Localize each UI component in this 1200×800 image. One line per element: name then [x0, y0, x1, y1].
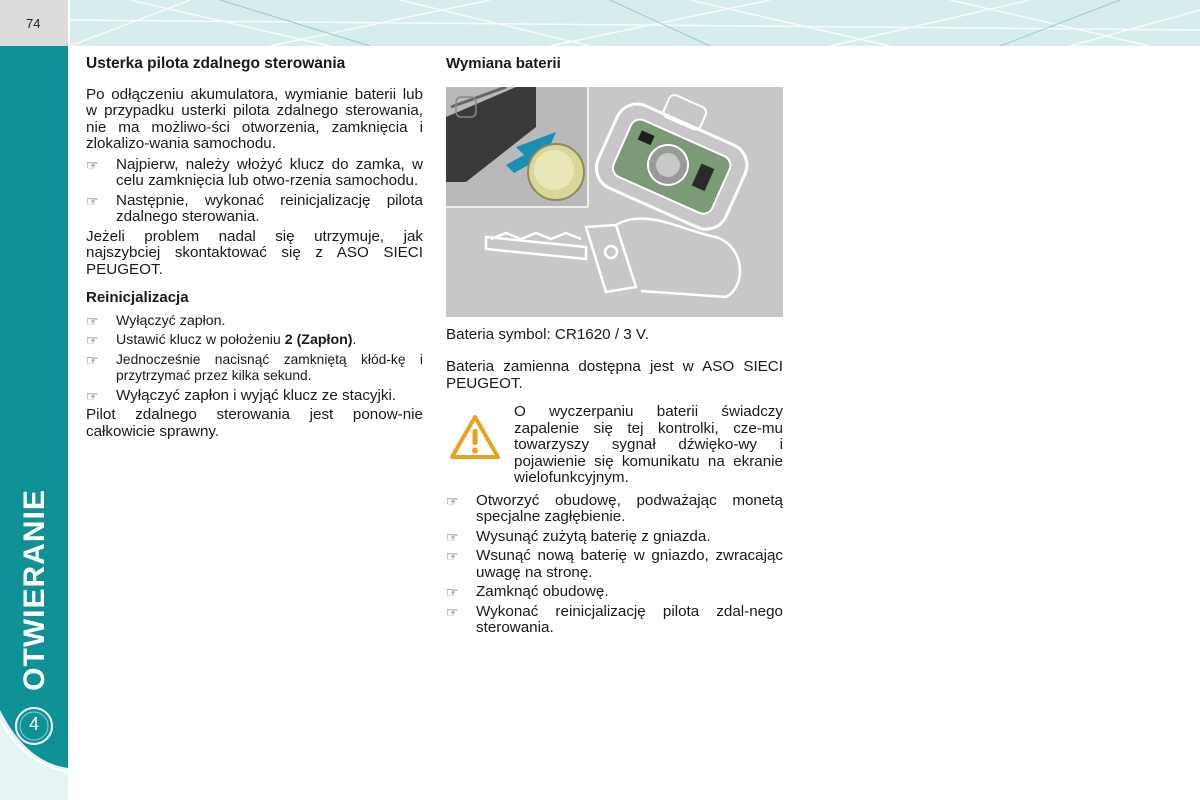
- step-text: Wysunąć zużytą baterię z gniazda.: [476, 527, 711, 545]
- pointing-hand-icon: ☞: [446, 603, 459, 620]
- battery-heading: Wymiana baterii: [446, 55, 561, 72]
- step-text-end: .: [352, 332, 357, 348]
- page-number-box: [0, 0, 68, 46]
- step-text: Najpierw, należy włożyć klucz do zamka, w celu zamknięcia lub otwo-rzenia samochodu.: [116, 155, 423, 189]
- step-text: Zamknąć obudowę.: [476, 583, 609, 600]
- pointing-hand-icon: ☞: [446, 584, 459, 600]
- pointing-hand-icon: ☞: [86, 156, 99, 173]
- list-item: [446, 493, 783, 526]
- right-column: [446, 56, 783, 640]
- step-text: Ustawić klucz w położeniu: [116, 332, 285, 348]
- header-band: [70, 0, 1200, 46]
- list-item: [86, 157, 423, 190]
- page-number: 74: [26, 16, 41, 31]
- chapter-number: 4: [28, 714, 39, 734]
- step-text: Następnie, wykonać reinicjalizację pilota zdalnego sterowania.: [116, 191, 423, 225]
- reinit-heading: Reinicjalizacja: [86, 289, 189, 306]
- warning-box: [446, 404, 783, 487]
- problem-note: Jeżeli problem nadal się utrzymuje, jak najszybciej skontaktować się z ASO SIECI PEUGEOT.: [86, 227, 423, 278]
- list-item: [86, 388, 423, 405]
- step-text: Wyłączyć zapłon i wyjąć klucz ze stacyjki.: [116, 386, 397, 404]
- list-item: [446, 584, 783, 601]
- remote-fault-heading: Usterka pilota zdalnego sterowania: [86, 55, 346, 72]
- pointing-hand-icon: ☞: [86, 312, 99, 329]
- step-text: Otworzyć obudowę, podważając monetą specjalne zagłębienie.: [476, 491, 783, 525]
- list-item: [86, 193, 423, 226]
- pointing-hand-icon: ☞: [86, 192, 99, 209]
- step-text: Wsunąć nową baterię w gniazdo, zwracając uwagę na stronę.: [476, 547, 783, 581]
- chapter-title: OTWIERANIE: [18, 489, 51, 691]
- remote-fault-intro: Po odłączeniu akumulatora, wymianie baterii lub w przypadku usterki pilota zdalnego sterowania, nie ma możliwo-ści otworzenia, zamknięcia i zlokalizo-wania samochodu.: [86, 85, 423, 152]
- step-text: Wykonać reinicjalizację pilota zdal-nego sterowania.: [476, 602, 783, 636]
- pointing-hand-icon: ☞: [446, 528, 459, 545]
- reinit-outro: Pilot zdalnego sterowania jest ponow-nie całkowicie sprawny.: [86, 406, 423, 440]
- header-pattern: [70, 0, 1200, 46]
- key-battery-illustration: [446, 87, 783, 317]
- pointing-hand-icon: ☞: [86, 387, 99, 404]
- battery-availability: Bateria zamienna dostępna jest w ASO SIECI PEUGEOT.: [446, 358, 783, 392]
- warning-triangle-icon: [450, 414, 500, 460]
- pointing-hand-icon: ☞: [446, 548, 459, 564]
- ignition-position: 2 (Zapłon): [284, 332, 353, 348]
- list-item: [86, 352, 423, 385]
- warning-text: O wyczerpaniu baterii świadczy zapalenie się tej kontrolki, cze-mu towarzyszy sygnał dźwięko-wy i pojawienie się komunikatu na ekranie wielofunkcyjnym.: [514, 403, 783, 486]
- battery-symbol: Bateria symbol: CR1620 / 3 V.: [446, 325, 649, 343]
- list-item: [446, 529, 783, 546]
- list-item: [446, 604, 783, 637]
- pointing-hand-icon: ☞: [446, 492, 459, 509]
- left-column: [86, 56, 423, 444]
- pointing-hand-icon: ☞: [86, 351, 99, 368]
- pointing-hand-icon: ☞: [86, 332, 99, 348]
- list-item: [446, 548, 783, 581]
- list-item: [86, 332, 423, 349]
- key-battery-drawing: [446, 87, 783, 317]
- list-item: [86, 313, 423, 330]
- step-text: Wyłączyć zapłon.: [116, 312, 226, 329]
- step-text: Jednocześnie nacisnąć zamkniętą kłód-kę i przytrzymać przez kilka sekund.: [116, 351, 423, 383]
